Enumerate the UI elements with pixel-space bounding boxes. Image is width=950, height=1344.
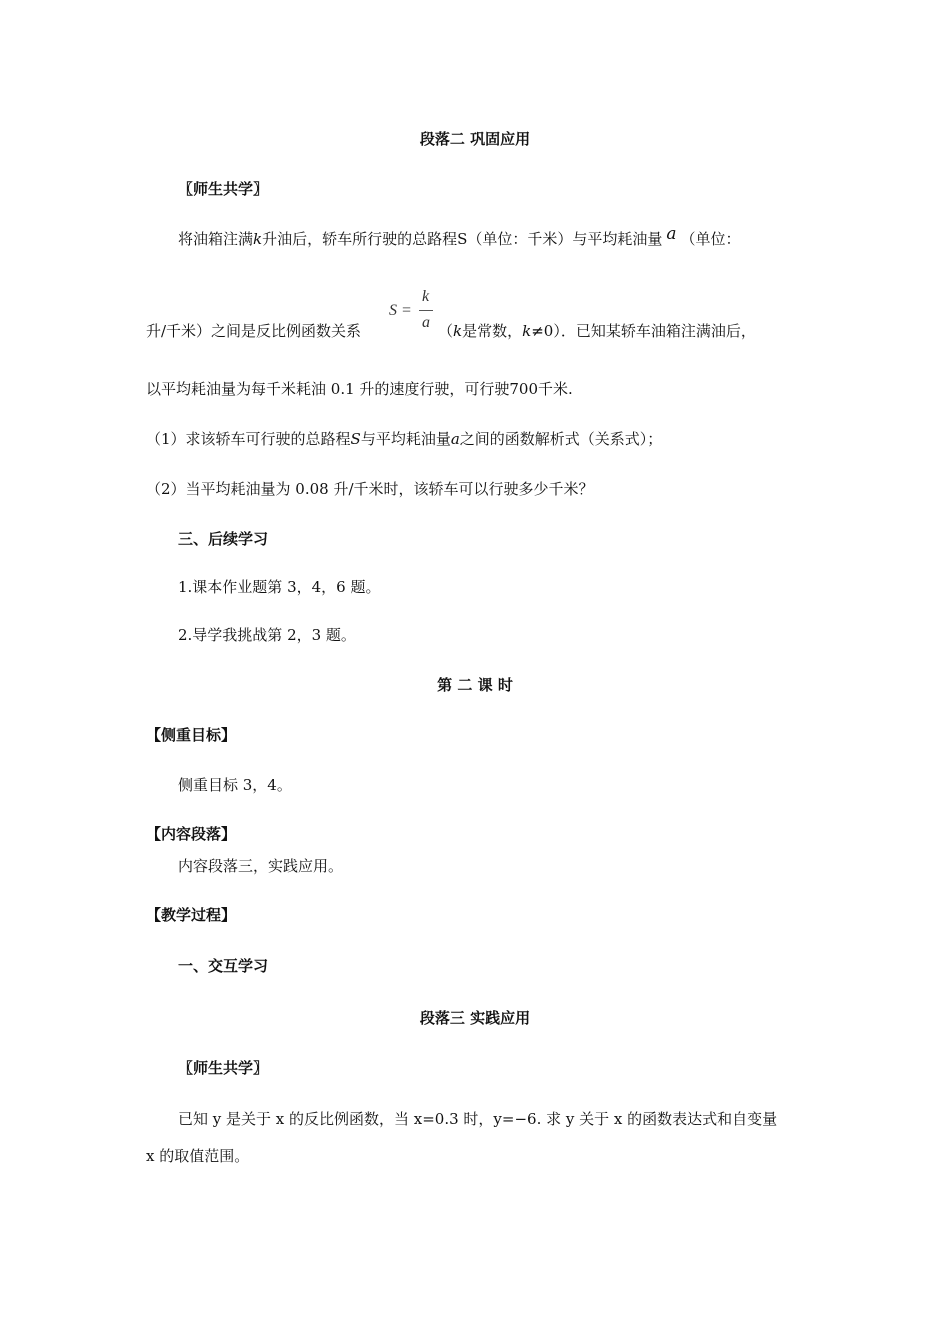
question-2: （2）当平均耗油量为 0.08 升/千米时，该轿车可以行驶多少千米？ xyxy=(146,480,594,498)
text: （单位： xyxy=(680,230,741,248)
text: 之间的函数解析式（关系式）； xyxy=(459,430,663,448)
var-a: a xyxy=(450,430,460,448)
section2-title: 段落二 巩固应用 xyxy=(419,130,531,148)
section2-paragraph-line3: 以平均耗油量为每千米耗油 0.1 升的速度行驶，可行驶700千米. xyxy=(146,380,573,398)
formula-numerator: k xyxy=(422,288,430,305)
var-k: k xyxy=(453,322,463,340)
var-a: a xyxy=(666,224,677,244)
section3-subhead: 〖师生共学〗 xyxy=(178,1059,269,1077)
question-1 xyxy=(146,429,662,449)
section3-paragraph-line2: x 的取值范围。 xyxy=(146,1147,250,1165)
var-k: k xyxy=(253,230,263,248)
formula-denominator: a xyxy=(422,314,430,331)
followup-title: 三、后续学习 xyxy=(178,530,269,548)
section3-paragraph-line1: 已知 y 是关于 x 的反比例函数，当 x=0.3 时，y=−6. 求 y 关于 x 的函数表达式和自变量 xyxy=(178,1110,778,1128)
formula-fraction-bar xyxy=(419,310,433,311)
text: （ xyxy=(438,322,454,340)
goal-text: 侧重目标 3，4。 xyxy=(178,776,292,794)
var-k: k xyxy=(522,322,532,340)
interactive-heading: 一、交互学习 xyxy=(178,957,269,975)
text: 将油箱注满 xyxy=(178,230,254,248)
section2-paragraph-line1 xyxy=(178,224,741,249)
text: 与平均耗油量 xyxy=(360,430,451,448)
process-heading: 【教学过程】 xyxy=(146,906,237,924)
goal-heading: 【侧重目标】 xyxy=(146,726,237,744)
text: （1）求该轿车可行驶的总路程 xyxy=(146,430,351,448)
text: 升/千米）之间是反比例函数关系 xyxy=(146,322,362,340)
content-heading: 【内容段落】 xyxy=(146,825,237,843)
followup-item-2: 2.导学我挑战第 2，3 题。 xyxy=(178,626,356,644)
text: ≠0）．已知某轿车油箱注满油后， xyxy=(531,322,756,340)
section2-paragraph-line2 xyxy=(146,321,361,341)
followup-item-1: 1.课本作业题第 3，4，6 题。 xyxy=(178,578,381,596)
formula-lhs: S = xyxy=(389,302,412,319)
section3-title: 段落三 实践应用 xyxy=(419,1009,531,1027)
text: 升油后，轿车所行驶的总路程S（单位：千米）与平均耗油量 xyxy=(262,230,663,248)
var-s: S xyxy=(350,430,361,448)
section2-subhead: 〖师生共学〗 xyxy=(178,180,269,198)
content-text: 内容段落三，实践应用。 xyxy=(178,857,344,875)
section2-paragraph-line2-tail xyxy=(438,321,756,341)
text: 是常数， xyxy=(462,322,523,340)
lesson2-title: 第 二 课 时 xyxy=(437,676,513,694)
